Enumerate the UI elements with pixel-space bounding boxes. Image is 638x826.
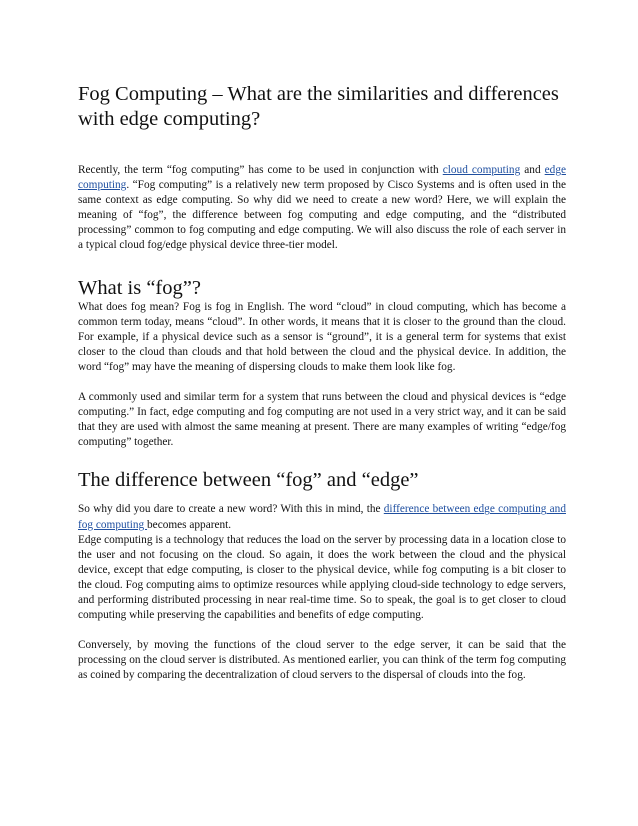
difference-link[interactable]: difference between edge computing and fog computing [78,503,566,531]
edge-computing-link[interactable]: edge computing [78,164,566,192]
intro-text-3: . “Fog computing” is a relatively new term proposed by Cisco Systems and is often used in the same context as edge computing. So why did we need to create a new word? Here, we will explain the meaning of “fog”, the difference between fog computing and edge computing, and the “distributed processing” common to fog computing and edge computing. We will also discuss the role of each server in a typical cloud fog/edge physical device three-tier model. [78,179,566,252]
intro-paragraph [78,163,566,254]
intro-text-2: and [520,164,545,176]
section2-paragraph-2: Edge computing is a technology that reduces the load on the server by processing data in a location close to the user and not focusing on the cloud. So again, it does the work between the cloud and the physical device, except that edge computing, is closer to the physical device, while fog computing is a bit closer to the cloud. Fog computing aims to optimize resources while applying cloud-side technology to edge servers, and performing distributed processing in near real-time time. So to speak, the goal is to get closer to cloud computing while preserving the capabilities and benefits of edge computing. [78,533,566,622]
cloud-computing-link[interactable]: cloud computing [442,164,521,176]
document-body [78,82,566,683]
section2-paragraph-1 [78,502,566,532]
section-heading-fog-vs-edge: The difference between “fog” and “edge” [78,469,419,492]
section2-paragraph-3: Conversely, by moving the functions of the cloud server to the edge server, it can be said that the processing on the cloud server is distributed. As mentioned earlier, you can think of the term fog computing as coined by comparing the decentralization of cloud servers to the dispersal of clouds into the fog. [78,639,566,682]
intro-text-1: Recently, the term “fog computing” has come to be used in conjunction with [78,164,443,176]
document-title: Fog Computing – What are the similarities and differences with edge computing? [78,83,559,130]
section2-text-2: becomes apparent. [147,518,232,531]
section2-text-1: So why did you dare to create a new word? With this in mind, the [78,503,384,516]
section1-paragraph-1: What does fog mean? Fog is fog in English. The word “cloud” in cloud computing, which has become a common term today, means “cloud”. In other words, it means that it is closer to the ground than the cloud. For example, if a physical device such as a sensor is “ground”, it is a general term for systems that exist closer to the cloud than clouds and that hold between the cloud and the physical device. In addition, the word “fog” may have the meaning of dispersing clouds to make them look like fog. [78,300,566,373]
section1-paragraph-2: A commonly used and similar term for a system that runs between the cloud and physical devices is “edge computing.” In fact, edge computing and fog computing are not used in a very strict way, and it can be said that they are used with almost the same meaning at present. There are many examples of writing “edge/fog computing” together. [78,391,566,449]
section-heading-what-is-fog: What is “fog”? [78,276,201,299]
